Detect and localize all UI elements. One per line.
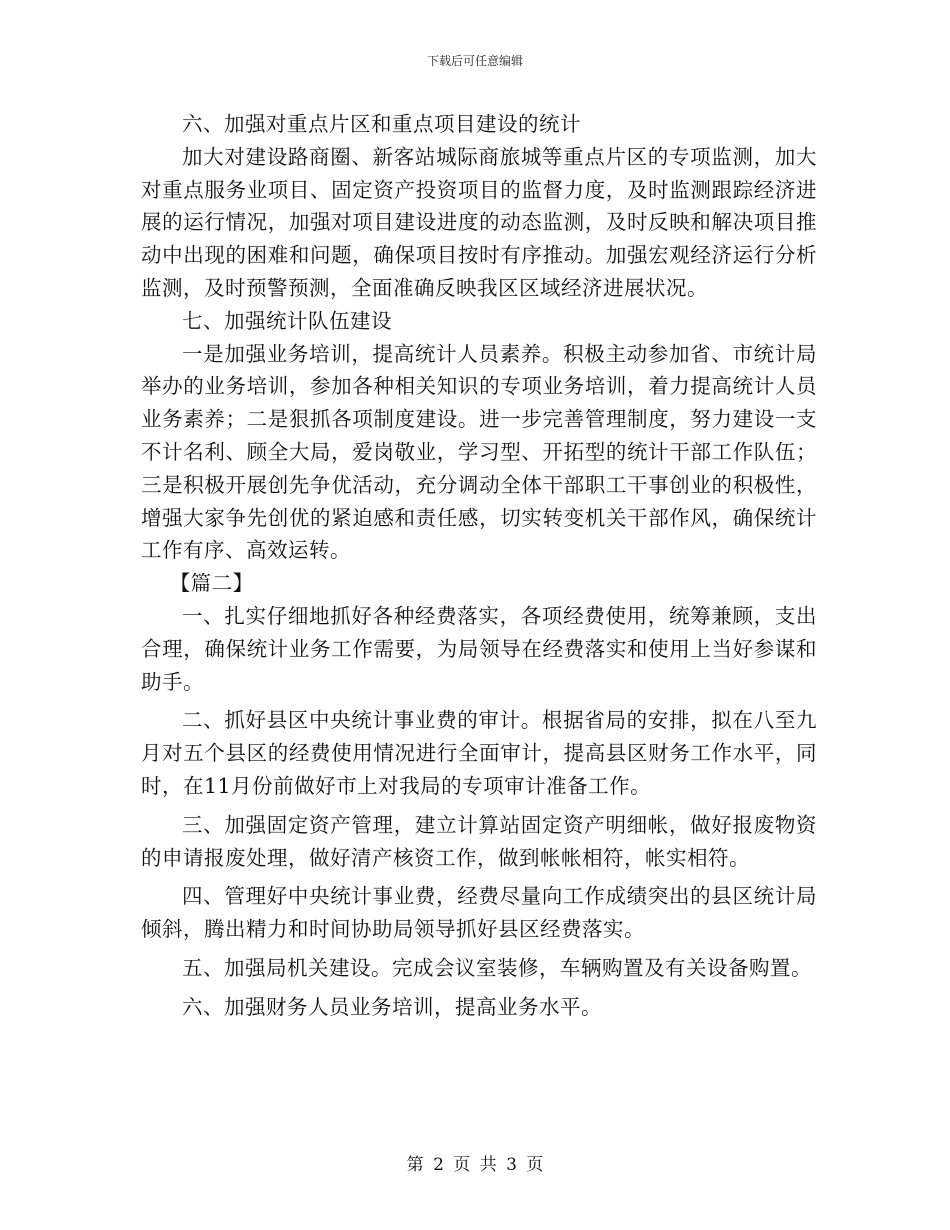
section-heading: 七、加强统计队伍建设 (182, 308, 392, 333)
paragraph: 二、抓好县区中央统计事业费的审计。根据省局的安排，拟在八至九月对五个县区的经费使用情况进行全面审计，提高县区财务工作水平，同时，在11月份前做好市上对我局的专项审计准备工作。 (141, 708, 817, 798)
document-body (141, 108, 817, 1024)
paragraph: 五、加强局机关建设。完成会议室装修，车辆购置及有关设备购置。 (182, 955, 812, 980)
paragraph: 四、管理好中央统计事业费，经费尽量向工作成绩突出的县区统计局倾斜，腾出精力和时间协助局领导抓好县区经费落实。 (141, 884, 817, 942)
section-heading: 六、加强对重点片区和重点项目建设的统计 (182, 112, 581, 136)
paragraph: 一、扎实仔细地抓好各种经费落实，各项经费使用，统筹兼顾，支出合理，确保统计业务工作需要，为局领导在经费落实和使用上当好参谋和助手。 (141, 603, 817, 694)
paragraph: 一是加强业务培训，提高统计人员素养。积极主动参加省、市统计局举办的业务培训，参加各种相关知识的专项业务培训，着力提高统计人员业务素养；二是狠抓各项制度建设。进一步完善管理制度，努力建设一支不计名利、顾全大局，爱岗敬业，学习型、开拓型的统计干部工作队伍；三是积极开展创先争优活动，充分调动全体干部职工干事创业的积极性，增强大家争先创优的紧迫感和责任感，切实转变机关干部作风，确保统计工作有序、高效运转。 (141, 341, 817, 563)
paragraph: 六、加强财务人员业务培训，提高业务水平。 (182, 994, 602, 1019)
page-number-footer: 第 2 页 共 3 页 (406, 1155, 544, 1175)
paragraph: 加大对建设路商圈、新客站城际商旅城等重点片区的专项监测，加大对重点服务业项目、固定资产投资项目的监督力度，及时监测跟踪经济进展的运行情况，加强对项目建设进度的动态监测，及时反映和解决项目推动中出现的困难和问题，确保项目按时有序推动。加强宏观经济运行分析监测，及时预警预测，全面准确反映我区区域经济进展状况。 (141, 144, 817, 300)
page-header-note: 下载后可任意编辑 (426, 54, 523, 68)
part-marker: 【篇二】 (169, 571, 254, 596)
paragraph: 三、加强固定资产管理，建立计算站固定资产明细帐，做好报废物资的申请报废处理，做好清产核资工作，做到帐帐相符，帐实相符。 (141, 812, 817, 870)
